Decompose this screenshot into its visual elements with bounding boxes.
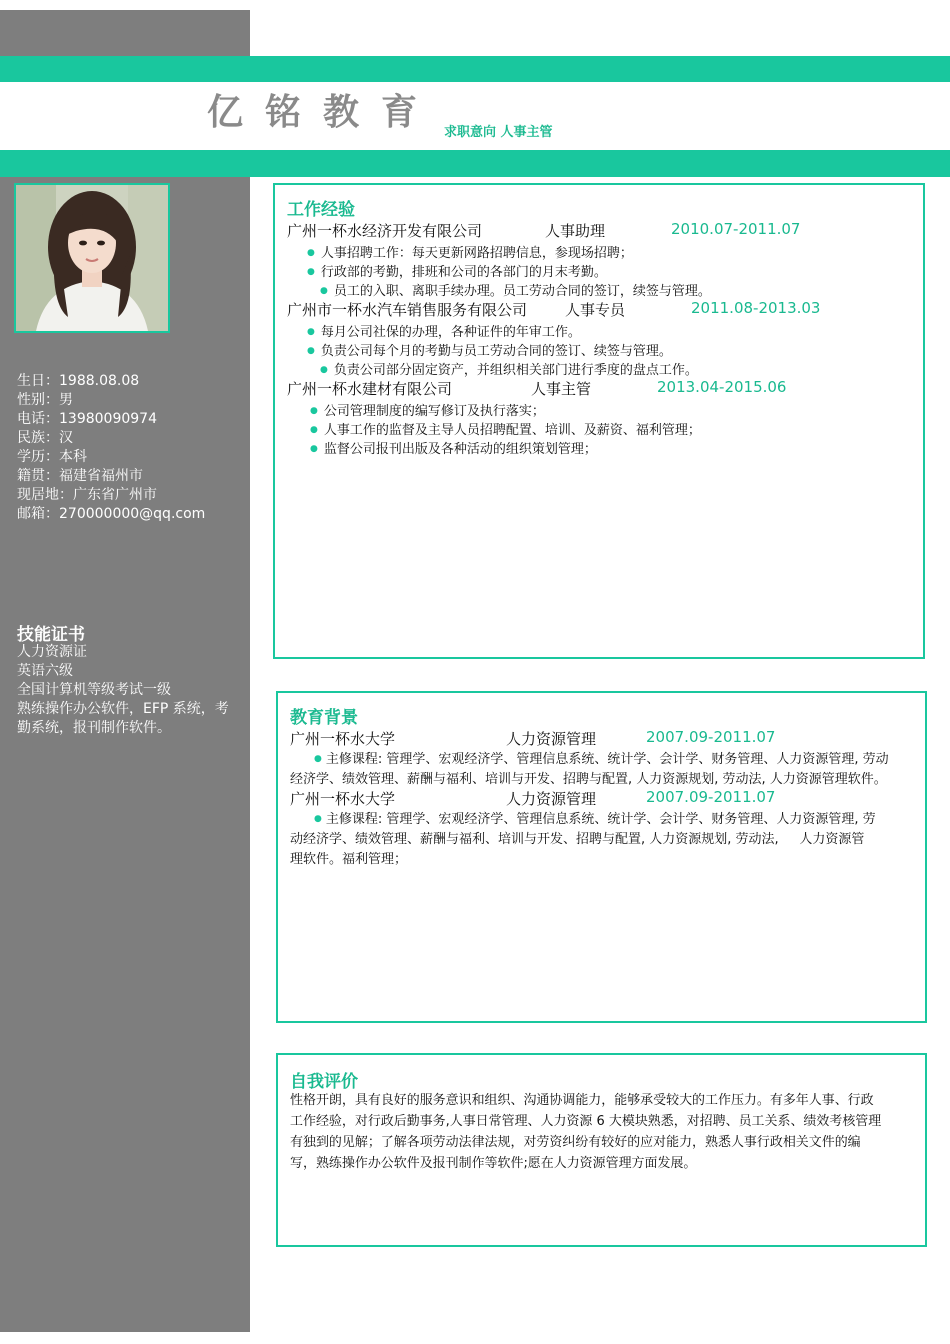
edu-major: 人力资源管理 bbox=[506, 730, 597, 748]
job-date: 2013.04-2015.06 bbox=[657, 378, 787, 396]
edu-major: 人力资源管理 bbox=[506, 790, 597, 808]
job-position: 人事助理 bbox=[545, 222, 606, 240]
skill-item: 人力资源证 bbox=[17, 644, 87, 660]
header-band-bottom bbox=[0, 150, 950, 177]
job-objective: 求职意向 人事主管 bbox=[444, 125, 553, 140]
info-gender: 性别：男 bbox=[17, 392, 73, 408]
edu-header bbox=[290, 728, 776, 749]
edu-courses: ● 主修课程: 管理学、宏观经济学、管理信息系统、统计学、会计学、财务管理、人力资源管理, 劳动 经济学、绩效管理、薪酬与福利、培训与开发、招聘与配置, 人力资源规划, 劳动法, 人力资源管理软件。 bbox=[290, 749, 915, 790]
job-bullet: ● 员工的入职、离职手续办理。员工劳动合同的签订，续签与管理。 bbox=[320, 280, 711, 299]
skill-item: 英语六级 bbox=[17, 663, 73, 679]
skill-item: 全国计算机等级考试一级 bbox=[17, 682, 171, 698]
job-header bbox=[287, 378, 787, 399]
edu-courses-line: 主修课程: 管理学、宏观经济学、管理信息系统、统计学、会计学、财务管理、人力资源管理, 劳 bbox=[325, 812, 876, 827]
info-phone: 电话：13980090974 bbox=[17, 411, 157, 427]
edu-date: 2007.09-2011.07 bbox=[646, 728, 776, 746]
job-company: 广州一杯水经济开发有限公司 bbox=[287, 222, 483, 240]
self-eval-line: 性格开朗，具有良好的服务意识和组织、沟通协调能力，能够承受较大的工作压力。有多年人事、行政 bbox=[290, 1093, 874, 1108]
edu-courses-line: 经济学、绩效管理、薪酬与福利、培训与开发、招聘与配置, 人力资源规划, 劳动法, 人力资源管理软件。 bbox=[290, 772, 887, 787]
job-header bbox=[287, 299, 821, 320]
job-date: 2011.08-2013.03 bbox=[691, 299, 821, 317]
job-bullet: ● 负责公司部分固定资产，并组织相关部门进行季度的盘点工作。 bbox=[320, 359, 698, 378]
resume-name: 亿铭教育 bbox=[207, 92, 440, 133]
info-education: 学历：本科 bbox=[17, 449, 87, 465]
info-residence: 现居地：广东省广州市 bbox=[17, 487, 157, 503]
job-company: 广州市一杯水汽车销售服务有限公司 bbox=[287, 301, 528, 319]
header-band-top bbox=[0, 56, 950, 82]
job-bullet: ● 行政部的考勤，排班和公司的各部门的月末考勤。 bbox=[307, 261, 607, 280]
work-experience-section bbox=[273, 183, 925, 659]
job-bullet: ● 人事工作的监督及主导人员招聘配置、培训、及薪资、福利管理； bbox=[310, 419, 701, 438]
edu-header bbox=[290, 788, 776, 809]
edu-courses: ● 主修课程: 管理学、宏观经济学、管理信息系统、统计学、会计学、财务管理、人力资源管理, 劳 动经济学、绩效管理、薪酬与福利、培训与开发、招聘与配置, 人力资源规划, 劳动法, 人力资源管 理软件。福利管理； bbox=[290, 809, 915, 870]
work-title: 工作经验 bbox=[287, 200, 355, 220]
skills-list bbox=[17, 643, 242, 738]
education-title: 教育背景 bbox=[290, 708, 358, 728]
job-position: 人事专员 bbox=[565, 301, 626, 319]
portrait-image bbox=[16, 185, 168, 331]
job-date: 2010.07-2011.07 bbox=[671, 220, 801, 238]
self-eval-title: 自我评价 bbox=[290, 1072, 358, 1092]
self-evaluation-section bbox=[276, 1053, 927, 1247]
job-bullet: ● 监督公司报刊出版及各种活动的组织策划管理； bbox=[310, 438, 597, 457]
edu-school: 广州一杯水大学 bbox=[290, 790, 396, 808]
skills-title: 技能证书 bbox=[17, 625, 85, 645]
job-company: 广州一杯水建材有限公司 bbox=[287, 380, 453, 398]
self-eval-text bbox=[290, 1090, 920, 1174]
info-email: 邮箱：270000000@qq.com bbox=[17, 506, 206, 522]
education-section bbox=[276, 691, 927, 1023]
edu-courses-line: 理软件。福利管理； bbox=[290, 852, 408, 867]
info-ethnicity: 民族：汉 bbox=[17, 430, 73, 446]
edu-date: 2007.09-2011.07 bbox=[646, 788, 776, 806]
edu-school: 广州一杯水大学 bbox=[290, 730, 396, 748]
profile-photo bbox=[14, 183, 170, 333]
job-bullet: ● 人事招聘工作：每天更新网路招聘信息，参现场招聘； bbox=[307, 242, 633, 261]
job-bullet: ● 公司管理制度的编写修订及执行落实； bbox=[310, 400, 545, 419]
self-eval-line: 写，熟练操作办公软件及报刊制作等软件;愿在人力资源管理方面发展。 bbox=[290, 1156, 697, 1171]
job-bullet: ● 负责公司每个月的考勤与员工劳动合同的签订、续签与管理。 bbox=[307, 340, 672, 359]
job-header bbox=[287, 220, 801, 241]
self-eval-line: 工作经验，对行政后勤事务,人事日常管理、人力资源 6 大模块熟悉，对招聘、员工关系、绩效考核管理 bbox=[290, 1114, 882, 1129]
info-hometown: 籍贯：福建省福州市 bbox=[17, 468, 143, 484]
info-birthday: 生日：1988.08.08 bbox=[17, 373, 140, 389]
job-bullet: ● 每月公司社保的办理，各种证件的年审工作。 bbox=[307, 321, 581, 340]
edu-courses-line: 主修课程: 管理学、宏观经济学、管理信息系统、统计学、会计学、财务管理、人力资源管理, 劳动 bbox=[325, 752, 889, 767]
edu-courses-line: 动经济学、绩效管理、薪酬与福利、培训与开发、招聘与配置, 人力资源规划, 劳动法, 人力资源管 bbox=[290, 832, 865, 847]
self-eval-line: 有独到的见解；了解各项劳动法律法规，对劳资纠纷有较好的应对能力，熟悉人事行政相关文件的编 bbox=[290, 1135, 861, 1150]
personal-info bbox=[17, 372, 205, 524]
job-position: 人事主管 bbox=[531, 380, 592, 398]
skill-item: 熟练操作办公软件，EFP 系统，考勤系统，报刊制作软件。 bbox=[17, 701, 229, 736]
